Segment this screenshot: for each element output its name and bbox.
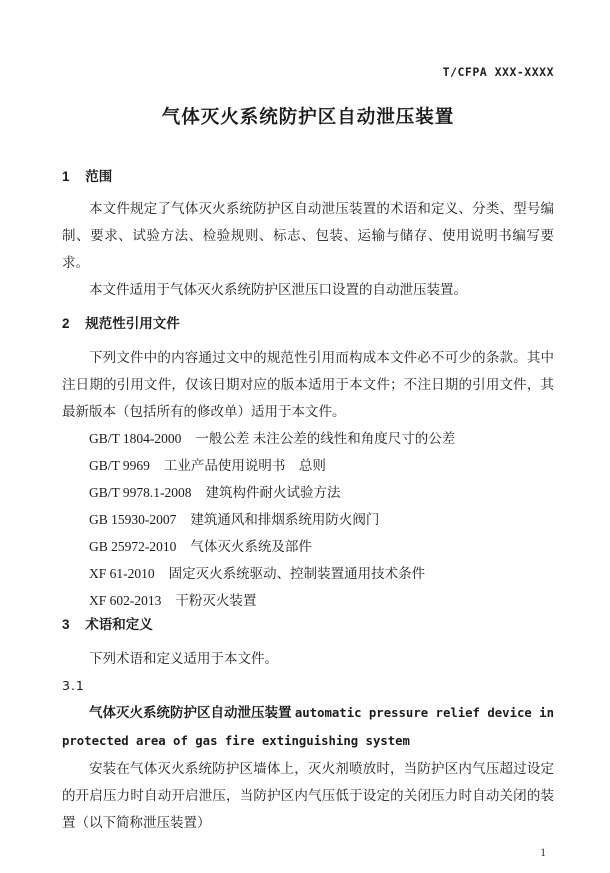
section-scope bbox=[62, 168, 554, 303]
section-terms-definitions-heading bbox=[62, 616, 554, 633]
reference-title: 建筑通风和排烟系统用防火阀门 bbox=[190, 512, 380, 527]
term-name-english: automatic pressure relief device in protected area of gas fire extinguishing system bbox=[62, 706, 554, 748]
doc-title: 气体灭火系统防护区自动泄压装置 bbox=[161, 106, 455, 127]
paragraph: 下列术语和定义适用于本文件。 bbox=[89, 651, 278, 666]
reference-code: XF 61-2010 bbox=[89, 566, 155, 581]
reference-item bbox=[62, 425, 554, 452]
reference-item bbox=[62, 587, 554, 614]
section-normative-references bbox=[62, 315, 554, 614]
term-number: 3.1 bbox=[62, 678, 85, 693]
doc-code: T/CFPA XXX-XXXX bbox=[442, 65, 554, 79]
reference-title: 固定灭火系统驱动、控制装置通用技术条件 bbox=[168, 566, 426, 581]
reference-title: 气体灭火系统及部件 bbox=[190, 539, 312, 554]
reference-code: GB 25972-2010 bbox=[89, 539, 177, 554]
section-number: 1 bbox=[62, 169, 70, 184]
reference-code: GB/T 9969 bbox=[89, 458, 150, 473]
reference-item bbox=[62, 452, 554, 479]
section-terms-definitions bbox=[62, 616, 554, 836]
reference-title: 建筑构件耐火试验方法 bbox=[205, 485, 341, 500]
section-title: 术语和定义 bbox=[85, 617, 153, 632]
reference-code: XF 602-2013 bbox=[89, 593, 162, 608]
reference-code: GB/T 9978.1-2008 bbox=[89, 485, 192, 500]
reference-title: 工业产品使用说明书 总则 bbox=[163, 458, 326, 473]
term-title-line bbox=[62, 699, 554, 755]
paragraph: 本文件适用于气体灭火系统防护区泄压口设置的自动泄压装置。 bbox=[89, 282, 467, 297]
section-title: 范围 bbox=[85, 169, 113, 184]
reference-title: 一般公差 未注公差的线性和角度尺寸的公差 bbox=[195, 431, 456, 446]
reference-item bbox=[62, 533, 554, 560]
reference-item bbox=[62, 479, 554, 506]
reference-code: GB 15930-2007 bbox=[89, 512, 177, 527]
reference-item bbox=[62, 506, 554, 533]
page-number: 1 bbox=[540, 847, 546, 859]
paragraph: 下列文件中的内容通过文中的规范性引用而构成本文件必不可少的条款。其中注日期的引用文件，仅该日期对应的版本适用于本文件；不注日期的引用文件，其最新版本（包括所有的修改单）适用于本文件。 bbox=[62, 350, 554, 419]
term-name-chinese: 气体灭火系统防护区自动泄压装置 bbox=[89, 705, 292, 720]
section-number: 3 bbox=[62, 617, 70, 632]
reference-item bbox=[62, 560, 554, 587]
reference-code: GB/T 1804-2000 bbox=[89, 431, 182, 446]
reference-title: 干粉灭火装置 bbox=[175, 593, 257, 608]
term-definition: 安装在气体灭火系统防护区墙体上，灭火剂喷放时，当防护区内气压超过设定的开启压力时自动开启泄压，当防护区内气压低于设定的关闭压力时自动关闭的装置（以下简称泄压装置） bbox=[62, 761, 554, 830]
paragraph: 本文件规定了气体灭火系统防护区自动泄压装置的术语和定义、分类、型号编制、要求、试验方法、检验规则、标志、包装、运输与储存、使用说明书编写要求。 bbox=[62, 201, 554, 270]
section-number: 2 bbox=[62, 316, 70, 331]
section-title: 规范性引用文件 bbox=[85, 316, 180, 331]
section-scope-heading bbox=[62, 168, 554, 185]
section-normative-references-heading bbox=[62, 315, 554, 332]
reference-list bbox=[62, 425, 554, 614]
